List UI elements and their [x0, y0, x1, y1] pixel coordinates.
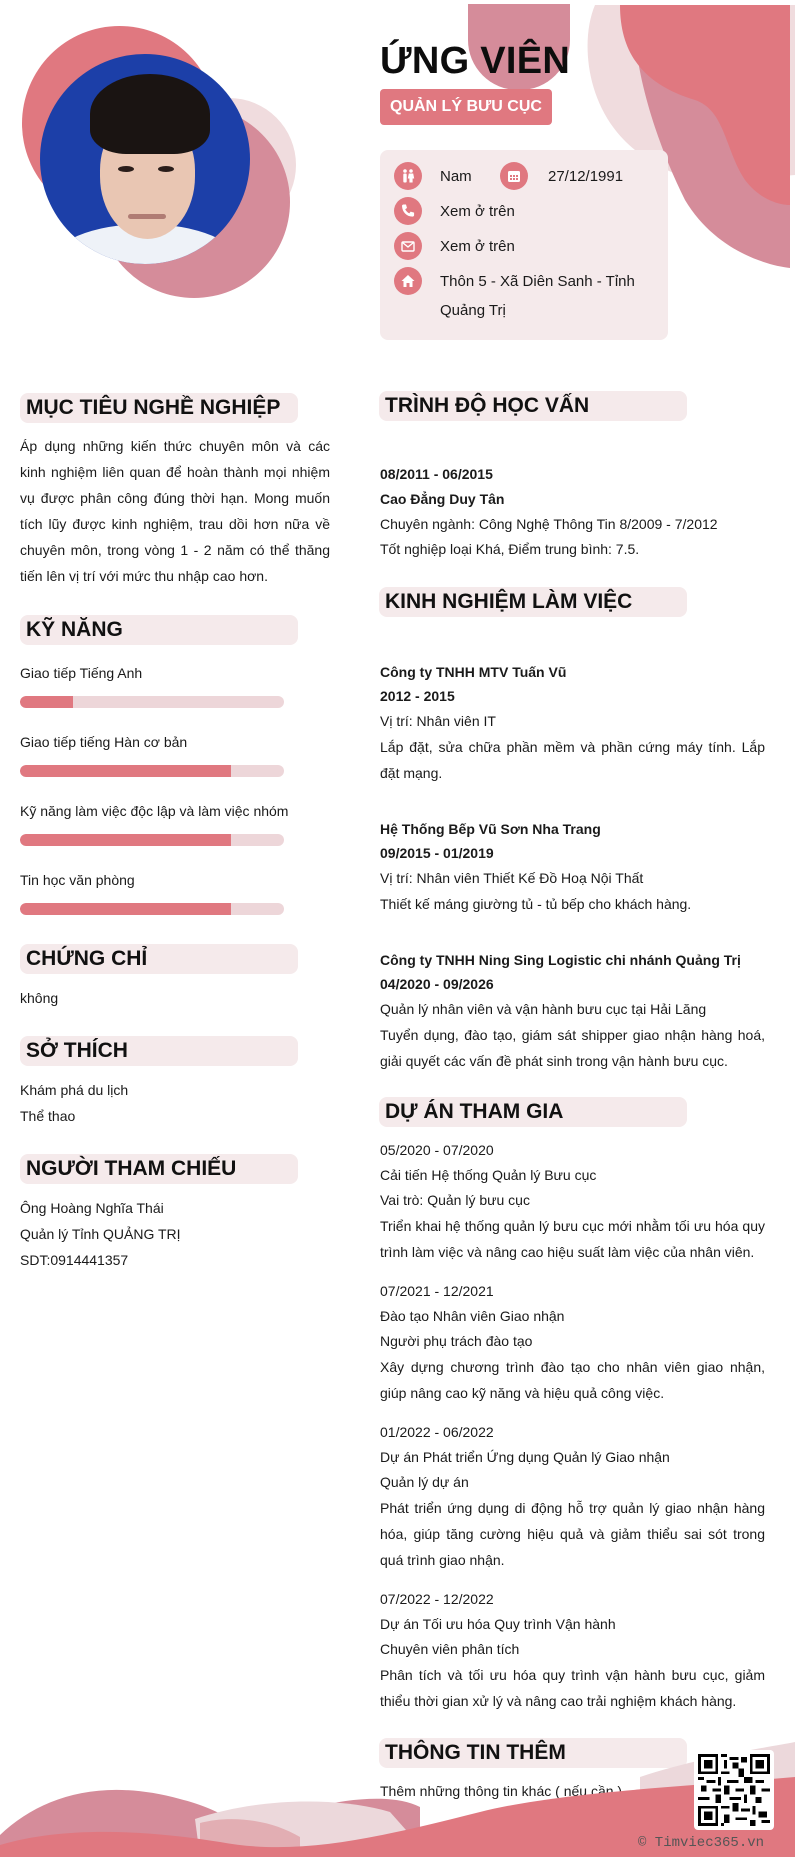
project-description: Phát triển ứng dụng di động hỗ trợ quản lý giao nhận hàng hóa, giúp tăng cường hiệu quả và giảm thiểu sai sót trong quá trình giao nhận. [380, 1500, 765, 1568]
project-role: Người phụ trách đào tạo [380, 1333, 533, 1349]
project-description: Triển khai hệ thống quản lý bưu cục mới nhằm tối ưu hóa quy trình làm việc và nâng cao hiệu suất làm việc của nhân viên. [380, 1218, 765, 1260]
references-heading: NGƯỜI THAM CHIẾU [20, 1154, 298, 1184]
skill-label: Kỹ năng làm việc độc lập và làm việc nhóm [20, 803, 289, 819]
home-icon [394, 267, 422, 295]
education-period: 08/2011 - 06/2015 [380, 466, 493, 482]
avatar-photo [40, 54, 250, 264]
certificates-text: không [20, 990, 59, 1006]
project-period: 07/2022 - 12/2022 [380, 1591, 494, 1607]
experience-description: Tuyển dụng, đào tạo, giám sát shipper giao nhận hàng hoá, giải quyết các vấn đề phát sinh trong vận hành bưu cục. [380, 1027, 765, 1069]
additional-info-heading: THÔNG TIN THÊM [379, 1738, 687, 1768]
additional-info-text: Thêm những thông tin khác ( nếu cần ) [380, 1783, 623, 1799]
project-name: Cải tiến Hệ thống Quản lý Bưu cục [380, 1167, 597, 1183]
contact-card [380, 150, 668, 340]
objective-heading: MỤC TIÊU NGHỀ NGHIỆP [20, 393, 298, 423]
experience-company: Hệ Thống Bếp Vũ Sơn Nha Trang [380, 821, 601, 837]
experience-position: Vị trí: Nhân viên IT [380, 713, 496, 729]
project-role: Quản lý dự án [380, 1474, 469, 1490]
project-name: Đào tạo Nhân viên Giao nhận [380, 1308, 565, 1324]
gender-value: Nam [440, 167, 472, 185]
projects-heading: DỰ ÁN THAM GIA [379, 1097, 687, 1127]
qr-code [694, 1750, 774, 1830]
candidate-name: ỨNG VIÊN [380, 40, 571, 82]
objective-text: Áp dụng những kiến thức chuyên môn và các kinh nghiệm liên quan để hoàn thành mọi nhiệm vụ được phân công đúng thời hạn. Mong muốn tích lũy được kinh nghiệm, trau dồi hơn nữa về chuyên môn, trong vòng 1 - 2 năm có thể thăng tiến lên vị trí với mức thu nhập cao hơn. [20, 438, 330, 584]
gender-icon [394, 162, 422, 190]
education-result: Tốt nghiệp loại Khá, Điểm trung bình: 7.5. [380, 541, 640, 557]
copyright-text: © Timviec365.vn [638, 1835, 765, 1851]
education-major: Chuyên ngành: Công Nghệ Thông Tin 8/2009 - 7/2012 [380, 516, 718, 532]
skills-heading: KỸ NĂNG [20, 615, 298, 645]
hobby-item: Thể thao [20, 1108, 76, 1124]
experience-position: Quản lý nhân viên và vận hành bưu cục tại Hải Lăng [380, 1001, 707, 1017]
hobby-item: Khám phá du lịch [20, 1082, 129, 1098]
address-line-2: Quảng Trị [440, 302, 506, 319]
project-period: 07/2021 - 12/2021 [380, 1283, 494, 1299]
calendar-icon [500, 162, 528, 190]
phone-value: Xem ở trên [440, 202, 515, 220]
reference-line: SDT:0914441357 [20, 1252, 129, 1268]
education-school: Cao Đẳng Duy Tân [380, 491, 505, 507]
reference-line: Quản lý Tỉnh QUẢNG TRỊ [20, 1226, 181, 1242]
project-role: Vai trò: Quản lý bưu cục [380, 1192, 530, 1208]
avatar-container [22, 26, 302, 296]
phone-icon [394, 197, 422, 225]
experience-company: Công ty TNHH Ning Sing Logistic chi nhánh Quảng Trị [380, 952, 741, 968]
project-period: 05/2020 - 07/2020 [380, 1142, 494, 1158]
skill-bar [20, 903, 284, 915]
skill-label: Giao tiếp tiếng Hàn cơ bản [20, 734, 188, 750]
hobbies-heading: SỞ THÍCH [20, 1036, 298, 1066]
experience-description: Lắp đặt, sửa chữa phần mềm và phần cứng máy tính. Lắp đặt mạng. [380, 739, 765, 781]
project-name: Dự án Phát triển Ứng dụng Quản lý Giao nhận [380, 1449, 670, 1465]
experience-position: Vị trí: Nhân viên Thiết Kế Đồ Hoạ Nội Thất [380, 870, 644, 886]
project-description: Xây dựng chương trình đào tạo cho nhân viên giao nhận, giúp nâng cao kỹ năng và hiệu quả công việc. [380, 1359, 765, 1401]
experience-description: Thiết kế máng giường tủ - tủ bếp cho khách hàng. [380, 896, 692, 912]
experience-heading: KINH NGHIỆM LÀM VIỆC [379, 587, 687, 617]
address-line-1: Thôn 5 - Xã Diên Sanh - Tỉnh [440, 272, 635, 290]
experience-company: Công ty TNHH MTV Tuấn Vũ [380, 664, 567, 680]
education-heading: TRÌNH ĐỘ HỌC VẤN [379, 391, 687, 421]
skill-bar [20, 765, 284, 777]
project-name: Dự án Tối ưu hóa Quy trình Vận hành [380, 1616, 616, 1632]
project-description: Phân tích và tối ưu hóa quy trình vận hành bưu cục, giảm thiểu thời gian xử lý và nâng cao trải nghiệm khách hàng. [380, 1667, 765, 1709]
project-role: Chuyên viên phân tích [380, 1641, 520, 1657]
email-icon [394, 232, 422, 260]
reference-line: Ông Hoàng Nghĩa Thái [20, 1200, 164, 1216]
skill-bar [20, 834, 284, 846]
experience-period: 2012 - 2015 [380, 688, 455, 704]
email-value: Xem ở trên [440, 237, 515, 255]
experience-period: 09/2015 - 01/2019 [380, 845, 494, 861]
project-period: 01/2022 - 06/2022 [380, 1424, 494, 1440]
certificates-heading: CHỨNG CHỈ [20, 944, 298, 974]
skill-bar [20, 696, 284, 708]
experience-period: 04/2020 - 09/2026 [380, 976, 494, 992]
birthday-value: 27/12/1991 [548, 167, 624, 185]
job-title-badge: QUẢN LÝ BƯU CỤC [380, 89, 552, 125]
skill-label: Giao tiếp Tiếng Anh [20, 665, 143, 681]
skill-label: Tin học văn phòng [20, 872, 135, 888]
